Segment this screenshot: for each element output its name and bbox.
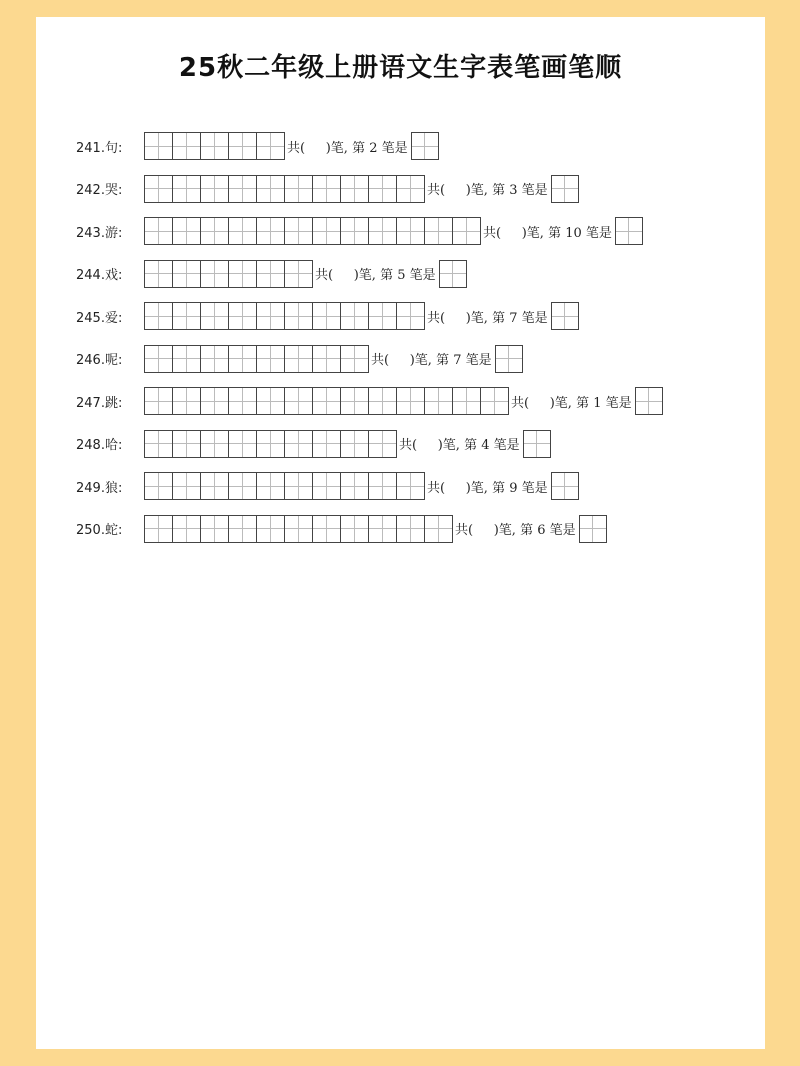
grid-cell[interactable] [284, 387, 312, 415]
grid-cell[interactable] [368, 217, 396, 245]
grid-cell[interactable] [228, 175, 256, 203]
grid-cell[interactable] [256, 175, 284, 203]
grid-cell[interactable] [228, 302, 256, 330]
grid-cell[interactable] [340, 345, 368, 373]
grid-cell[interactable] [340, 472, 368, 500]
grid-cell[interactable] [312, 387, 340, 415]
grid-cell[interactable] [256, 302, 284, 330]
stroke-row [76, 301, 579, 331]
worksheet-title: 25秋二年级上册语文生字表笔画笔顺 [178, 53, 623, 83]
grid-cell[interactable] [312, 302, 340, 330]
row-label: 241.句: [76, 140, 123, 156]
stroke-grid[interactable] [144, 515, 453, 543]
grid-cell[interactable] [228, 132, 256, 160]
grid-cell[interactable] [424, 387, 452, 415]
grid-cell[interactable] [396, 387, 424, 415]
row-label: 243.游: [76, 225, 123, 241]
grid-cell[interactable] [424, 515, 452, 543]
grid-cell[interactable] [284, 217, 312, 245]
grid-cell[interactable] [340, 430, 368, 458]
stroke-grid[interactable] [144, 345, 369, 373]
grid-cell[interactable] [284, 345, 312, 373]
stroke-row [76, 216, 643, 246]
grid-cell[interactable] [424, 217, 452, 245]
stroke-question: 共( )笔, 第 4 笔是 [399, 438, 520, 453]
stroke-question: 共( )笔, 第 7 笔是 [371, 353, 492, 368]
grid-cell[interactable] [172, 217, 200, 245]
grid-cell[interactable] [312, 515, 340, 543]
grid-cell[interactable] [312, 472, 340, 500]
grid-cell[interactable] [200, 515, 228, 543]
grid-cell[interactable] [452, 217, 480, 245]
grid-cell[interactable] [340, 387, 368, 415]
stroke-row [76, 429, 551, 459]
row-label: 249.狼: [76, 480, 123, 496]
row-label: 244.戏: [76, 268, 123, 283]
stroke-row [76, 174, 579, 204]
grid-cell[interactable] [284, 472, 312, 500]
grid-cell[interactable] [396, 217, 424, 245]
grid-cell[interactable] [284, 430, 312, 458]
grid-cell[interactable] [368, 515, 396, 543]
grid-cell[interactable] [200, 132, 228, 160]
grid-cell[interactable] [172, 430, 200, 458]
grid-cell[interactable] [368, 302, 396, 330]
grid-cell[interactable] [284, 302, 312, 330]
answer-box[interactable] [411, 132, 439, 160]
grid-cell[interactable] [340, 515, 368, 543]
stroke-question: 共( )笔, 第 3 笔是 [427, 183, 548, 198]
answer-box[interactable] [495, 345, 523, 373]
answer-box[interactable] [579, 515, 607, 543]
stroke-grid[interactable] [144, 302, 425, 330]
stroke-row [76, 259, 467, 289]
row-label: 248.哈: [76, 438, 123, 453]
stroke-grid[interactable] [144, 175, 425, 203]
grid-cell[interactable] [144, 132, 172, 160]
grid-cell[interactable] [368, 430, 396, 458]
grid-cell[interactable] [144, 387, 172, 415]
stroke-grid[interactable] [144, 472, 425, 500]
grid-cell[interactable] [144, 345, 172, 373]
grid-cell[interactable] [172, 345, 200, 373]
answer-box[interactable] [551, 302, 579, 330]
answer-box[interactable] [615, 217, 643, 245]
stroke-row [76, 344, 523, 374]
grid-cell[interactable] [312, 217, 340, 245]
stroke-grid[interactable] [144, 217, 481, 245]
grid-cell[interactable] [200, 302, 228, 330]
grid-cell[interactable] [200, 345, 228, 373]
grid-cell[interactable] [312, 175, 340, 203]
worksheet-page [36, 17, 765, 1049]
grid-cell[interactable] [256, 387, 284, 415]
grid-cell[interactable] [172, 132, 200, 160]
grid-cell[interactable] [228, 515, 256, 543]
stroke-question: 共( )笔, 第 6 笔是 [455, 523, 576, 538]
stroke-row [76, 471, 579, 501]
grid-cell[interactable] [284, 175, 312, 203]
grid-cell[interactable] [340, 217, 368, 245]
grid-cell[interactable] [396, 472, 424, 500]
grid-cell[interactable] [256, 345, 284, 373]
grid-cell[interactable] [340, 302, 368, 330]
grid-cell[interactable] [256, 132, 284, 160]
grid-cell[interactable] [172, 515, 200, 543]
grid-cell[interactable] [396, 515, 424, 543]
answer-box[interactable] [523, 430, 551, 458]
grid-cell[interactable] [200, 430, 228, 458]
grid-cell[interactable] [144, 217, 172, 245]
grid-cell[interactable] [228, 345, 256, 373]
grid-cell[interactable] [256, 472, 284, 500]
grid-cell[interactable] [256, 515, 284, 543]
stroke-row [76, 131, 439, 161]
grid-cell[interactable] [144, 430, 172, 458]
row-label: 245.爱: [76, 310, 123, 326]
grid-cell[interactable] [396, 175, 424, 203]
row-label: 247.跳: [76, 395, 123, 411]
grid-cell[interactable] [144, 472, 172, 500]
grid-cell[interactable] [284, 260, 312, 288]
stroke-grid[interactable] [144, 132, 285, 160]
grid-cell[interactable] [340, 175, 368, 203]
grid-cell[interactable] [256, 430, 284, 458]
grid-cell[interactable] [200, 260, 228, 288]
grid-cell[interactable] [480, 387, 508, 415]
row-label: 250.蛇: [76, 523, 123, 538]
grid-cell[interactable] [144, 175, 172, 203]
stroke-question: 共( )笔, 第 5 笔是 [315, 268, 436, 283]
stroke-question: 共( )笔, 第 1 笔是 [511, 395, 632, 411]
grid-cell[interactable] [172, 387, 200, 415]
grid-cell[interactable] [256, 217, 284, 245]
stroke-row [76, 514, 607, 544]
grid-cell[interactable] [172, 175, 200, 203]
grid-cell[interactable] [144, 515, 172, 543]
grid-cell[interactable] [144, 260, 172, 288]
grid-cell[interactable] [368, 472, 396, 500]
grid-cell[interactable] [312, 430, 340, 458]
row-label: 246.呢: [76, 353, 123, 368]
grid-cell[interactable] [200, 472, 228, 500]
stroke-question: 共( )笔, 第 2 笔是 [287, 140, 408, 156]
grid-cell[interactable] [284, 515, 312, 543]
grid-cell[interactable] [228, 260, 256, 288]
answer-box[interactable] [439, 260, 467, 288]
grid-cell[interactable] [452, 387, 480, 415]
grid-cell[interactable] [368, 175, 396, 203]
grid-cell[interactable] [368, 387, 396, 415]
stroke-question: 共( )笔, 第 9 笔是 [427, 480, 548, 496]
grid-cell[interactable] [200, 175, 228, 203]
grid-cell[interactable] [228, 387, 256, 415]
stroke-grid[interactable] [144, 387, 509, 415]
answer-box[interactable] [551, 175, 579, 203]
stroke-grid[interactable] [144, 430, 397, 458]
stroke-question: 共( )笔, 第 10 笔是 [483, 225, 612, 241]
grid-cell[interactable] [228, 430, 256, 458]
grid-cell[interactable] [228, 217, 256, 245]
answer-box[interactable] [635, 387, 663, 415]
grid-cell[interactable] [312, 345, 340, 373]
grid-cell[interactable] [228, 472, 256, 500]
grid-cell[interactable] [200, 387, 228, 415]
grid-cell[interactable] [172, 260, 200, 288]
grid-cell[interactable] [172, 302, 200, 330]
grid-cell[interactable] [144, 302, 172, 330]
answer-box[interactable] [551, 472, 579, 500]
grid-cell[interactable] [396, 302, 424, 330]
stroke-row [76, 386, 663, 416]
stroke-question: 共( )笔, 第 7 笔是 [427, 310, 548, 326]
grid-cell[interactable] [200, 217, 228, 245]
stroke-grid[interactable] [144, 260, 313, 288]
grid-cell[interactable] [256, 260, 284, 288]
grid-cell[interactable] [172, 472, 200, 500]
row-label: 242.哭: [76, 183, 123, 198]
